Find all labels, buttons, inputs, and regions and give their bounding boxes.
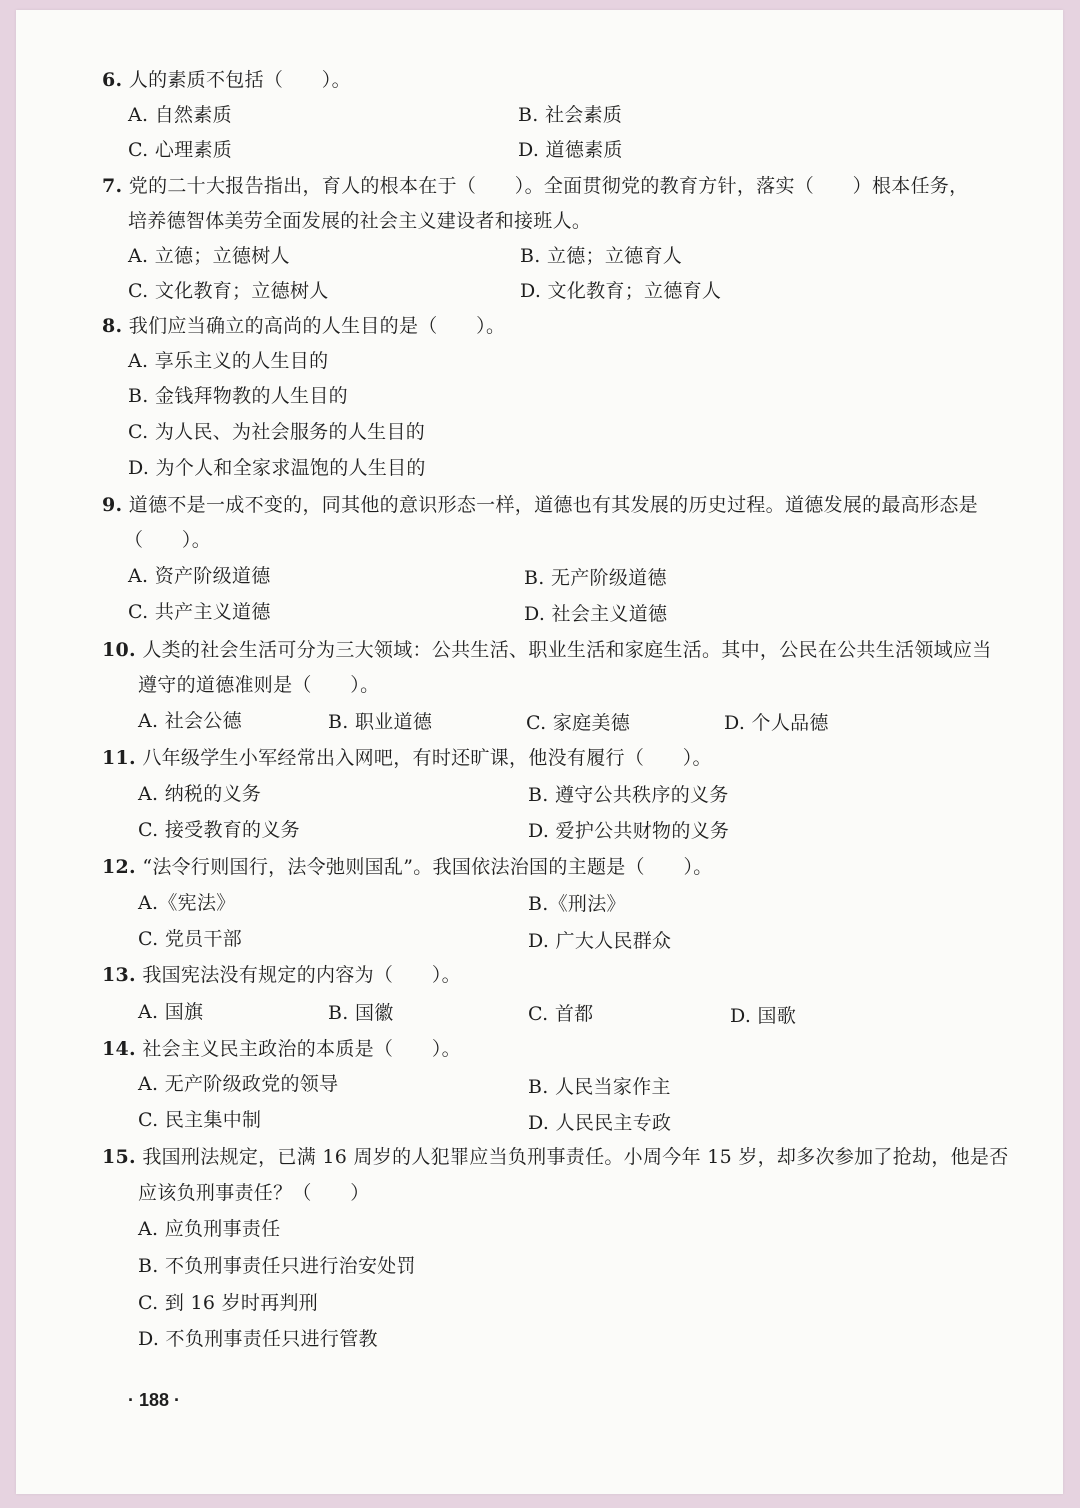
option: A. 应负刑事责任 bbox=[138, 1218, 281, 1240]
option: B. 无产阶级道德 bbox=[524, 567, 667, 589]
exam-page bbox=[16, 10, 1063, 1494]
option: C. 文化教育；立德树人 bbox=[128, 280, 329, 302]
question-stem-cont: 遵守的道德准则是（ ）。 bbox=[138, 674, 380, 696]
option: A. 资产阶级道德 bbox=[128, 565, 271, 587]
question-stem: 6. 人的素质不包括（ ）。 bbox=[102, 69, 351, 91]
option: B. 国徽 bbox=[328, 1002, 394, 1024]
question-stem-cont: 培养德智体美劳全面发展的社会主义建设者和接班人。 bbox=[128, 210, 592, 232]
question-stem: 9. 道德不是一成不变的，同其他的意识形态一样，道德也有其发展的历史过程。道德发展的最高形态是 bbox=[102, 494, 978, 516]
option: C. 心理素质 bbox=[128, 139, 233, 161]
option: D. 广大人民群众 bbox=[528, 930, 672, 952]
question-stem-cont: 应该负刑事责任？（ ） bbox=[138, 1182, 370, 1204]
option: C. 首都 bbox=[528, 1003, 594, 1025]
question-stem: 10. 人类的社会生活可分为三大领域：公共生活、职业生活和家庭生活。其中，公民在公共生活领域应当 bbox=[102, 639, 992, 661]
question-stem: 11. 八年级学生小军经常出入网吧，有时还旷课，他没有履行（ ）。 bbox=[102, 747, 712, 769]
option: D. 个人品德 bbox=[724, 712, 829, 734]
option: B. 职业道德 bbox=[328, 711, 433, 733]
option: C. 到 16 岁时再判刑 bbox=[138, 1292, 319, 1314]
question-stem: 12. “法令行则国行，法令弛则国乱”。我国依法治国的主题是（ ）。 bbox=[102, 856, 713, 878]
option: D. 社会主义道德 bbox=[524, 603, 668, 625]
option: B. 立德；立德育人 bbox=[520, 245, 683, 267]
option: C. 共产主义道德 bbox=[128, 601, 271, 623]
option: C. 党员干部 bbox=[138, 928, 243, 950]
question-stem: 8. 我们应当确立的高尚的人生目的是（ ）。 bbox=[102, 315, 506, 337]
option: C. 民主集中制 bbox=[138, 1109, 262, 1131]
option: C. 家庭美德 bbox=[526, 712, 631, 734]
option: A. 国旗 bbox=[138, 1001, 204, 1023]
option: A. 立德；立德树人 bbox=[128, 245, 290, 267]
question-stem: 13. 我国宪法没有规定的内容为（ ）。 bbox=[102, 964, 461, 986]
page-number: · 188 · bbox=[128, 1390, 181, 1410]
option: A. 无产阶级政党的领导 bbox=[138, 1073, 339, 1095]
option: D. 国歌 bbox=[730, 1005, 797, 1027]
option: D. 道德素质 bbox=[518, 139, 623, 161]
option: B. 金钱拜物教的人生目的 bbox=[128, 385, 348, 407]
option: D. 为个人和全家求温饱的人生目的 bbox=[128, 457, 426, 479]
option: B. 不负刑事责任只进行治安处罚 bbox=[138, 1255, 416, 1277]
question-stem: 14. 社会主义民主政治的本质是（ ）。 bbox=[102, 1038, 461, 1060]
option: A. 享乐主义的人生目的 bbox=[128, 350, 329, 372]
option: C. 为人民、为社会服务的人生目的 bbox=[128, 421, 426, 443]
question-stem-cont: （ ）。 bbox=[124, 529, 212, 551]
option: A. 社会公德 bbox=[138, 710, 242, 732]
option: A. 自然素质 bbox=[128, 104, 232, 126]
option: B. 遵守公共秩序的义务 bbox=[528, 784, 729, 806]
option: C. 接受教育的义务 bbox=[138, 819, 300, 841]
option: B.《刑法》 bbox=[528, 893, 626, 915]
option: D. 爱护公共财物的义务 bbox=[528, 820, 730, 842]
option: B. 社会素质 bbox=[518, 104, 623, 126]
option: D. 人民民主专政 bbox=[528, 1112, 672, 1134]
option: B. 人民当家作主 bbox=[528, 1076, 671, 1098]
question-stem: 7. 党的二十大报告指出，育人的根本在于（ ）。全面贯彻党的教育方针，落实（ ）根本任务， bbox=[102, 175, 969, 197]
option: A. 纳税的义务 bbox=[138, 783, 262, 805]
option: D. 文化教育；立德育人 bbox=[520, 280, 722, 302]
option: A.《宪法》 bbox=[138, 892, 236, 914]
question-stem: 15. 我国刑法规定，已满 16 周岁的人犯罪应当负刑事责任。小周今年 15 岁，却多次参加了抢劫，他是否 bbox=[102, 1146, 1009, 1168]
option: D. 不负刑事责任只进行管教 bbox=[138, 1328, 378, 1350]
